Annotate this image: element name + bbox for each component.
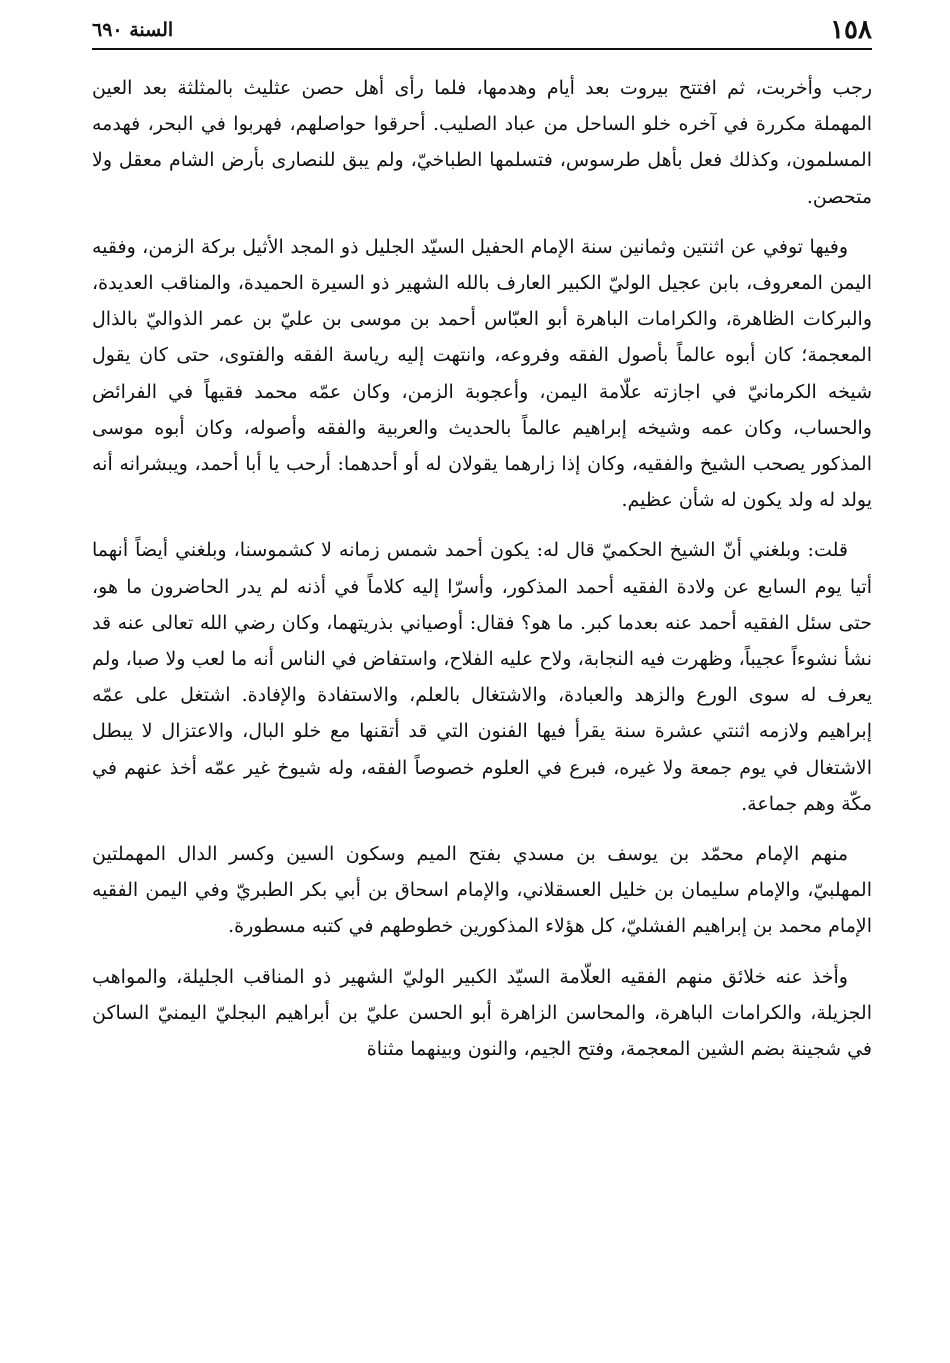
page-number: ١٥٨	[830, 15, 872, 45]
paragraph: قلت: وبلغني أنّ الشيخ الحكميّ قال له: يكون أحمد شمس زمانه لا كشموسنا، وبلغني أيضاً أنهما أتيا يوم السابع عن ولادة الفقيه أحمد المذكور، وأسرّا إليه كلاماً في أذنه لم يدر الحاضرون ما هو، حتى سئل الفقيه أحمد عنه بعدما كبر. ما هو؟ فقال: أوصياني بذريتهما، وكان رضي الله تعالى عنه قد نشأ نشوءاً عجيباً، وظهرت فيه النجابة، ولاح عليه الفلاح، واستفاض في الناس أنه ما لعب ولا صبا، ولم يعرف له سوى الورع والزهد والعبادة، والاشتغال بالعلم، والاستفادة والإفادة. اشتغل على عمّه إبراهيم ولازمه اثنتي عشرة سنة يقرأ فيها الفنون التي قد أتقنها مع خلو البال، والاعتزال لا يبطل الاشتغال في يوم جمعة ولا غيره، فبرع في العلوم خصوصاً الفقه، وله شيوخ غير عمّه أخذ عنهم في مكّة وهم جماعة.	[91, 539, 872, 815]
book-page	[92, 12, 872, 1352]
paragraph: رجب وأخربت، ثم افتتح بيروت بعد أيام وهدمها، فلما رأى أهل حصن عثليث بالمثلثة بعد العين المهملة مكررة في آخره خلو الساحل من عباد الصليب. أحرقوا حواصلهم، فهربوا في البحر، فهدمه المسلمون، وكذلك فعل بأهل طرسوس، فتسلمها الطباخيّ، ولم يبق للنصارى بأرض الشام معقل ولا متحصن.	[92, 77, 872, 208]
paragraph: وفيها توفي عن اثنتين وثمانين سنة الإمام الحفيل السيّد الجليل ذو المجد الأثيل بركة الزمن، وفقيه اليمن المعروف، بابن عجيل الوليّ الكبير العارف بالله الشهير ذو السيرة الحميدة، والمناقب العديدة، والبركات الظاهرة، والكرامات الباهرة أبو العبّاس أحمد بن موسى بن عليّ بن عمر الذواليّ بالذال المعجمة؛ كان أبوه عالماً بأصول الفقه وفروعه، وانتهت إليه رياسة الفقه والفتوى، حتى كان يقول شيخه الكرمانيّ في اجازته علّامة اليمن، وأعجوبة الزمن، وكان عمّه محمد فقيهاً في الفرائض والحساب، وكان عمه وشيخه إبراهيم عالماً بالحديث والعربية والفقه وأصوله، وكان أبوه موسى المذكور يصحب الشيخ والفقيه، وكان إذا زارهما يقولان له أو أحدهما: أرحب يا أبا أحمد، ويبشرانه أنه يولد له ولد يكون له شأن عظيم.	[92, 235, 872, 512]
year-label: السنة ٦٩٠	[92, 19, 174, 41]
paragraph: منهم الإمام محمّد بن يوسف بن مسدي بفتح الميم وسكون السين وكسر الدال المهملتين المهلبيّ، والإمام سليمان بن خليل العسقلاني، والإمام اسحاق بن أبي بكر الطبريّ وفي اليمن الفقيه الإمام محمد بن إبراهيم الفشليّ، كل هؤلاء المذكورين خطوطهم في كتبه مسطورة.	[92, 843, 872, 938]
paragraph: وأخذ عنه خلائق منهم الفقيه العلّامة السيّد الكبير الوليّ الشهير ذو المناقب الجليلة، والمواهب الجزيلة، والكرامات الباهرة، والمحاسن الزاهرة أبو الحسن عليّ بن أبراهيم البجليّ اليمنيّ الساكن في شجينة بضم الشين المعجمة، وفتح الجيم، والنون وبينهما مثناة	[92, 965, 872, 1061]
running-head	[92, 12, 872, 50]
body-text	[92, 70, 872, 1067]
